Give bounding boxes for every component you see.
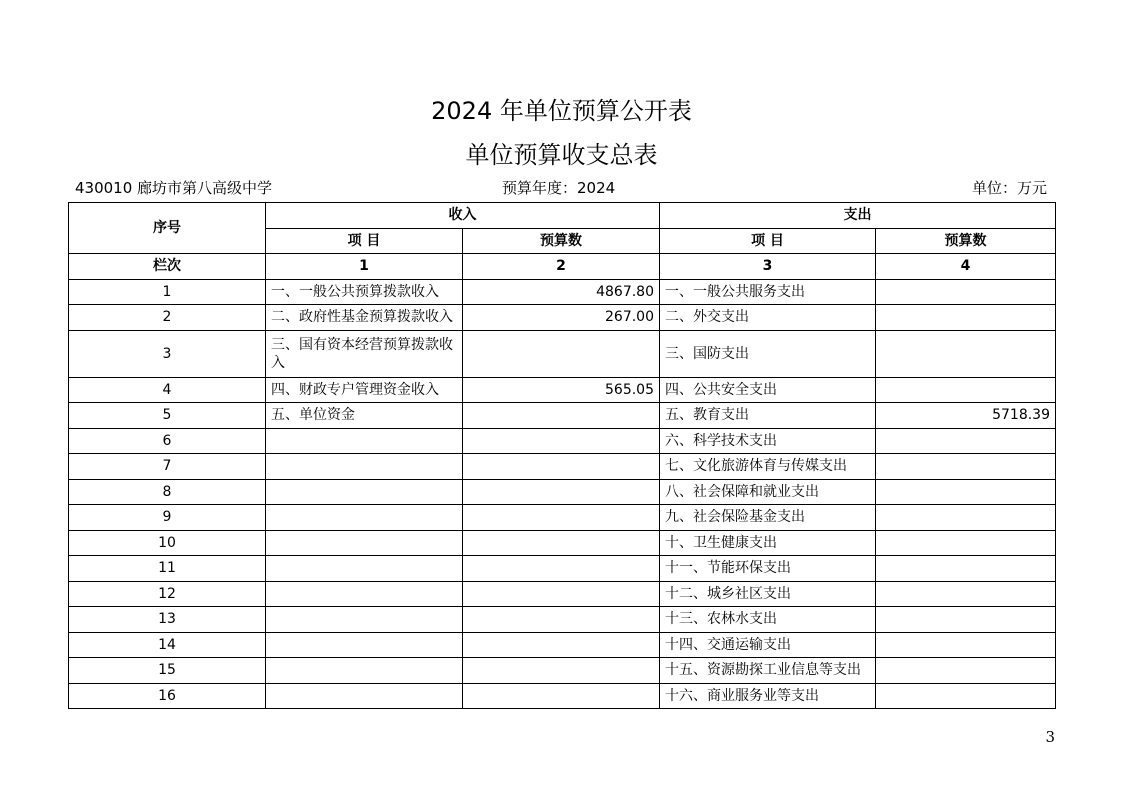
row-seq: 8 [69,479,266,505]
header-income: 收入 [266,203,660,229]
row-income-item [266,556,463,582]
row-expense-item: 三、国防支出 [660,330,876,377]
row-seq: 6 [69,428,266,454]
table-row [69,279,1056,305]
row-income-item [266,505,463,531]
row-seq: 3 [69,330,266,377]
row-seq: 11 [69,556,266,582]
header-income-budget: 预算数 [463,228,660,254]
table-row [69,454,1056,480]
row-income-item [266,428,463,454]
row-expense-item: 九、社会保险基金支出 [660,505,876,531]
table-body [69,279,1056,709]
unit-label: 单位：万元 [971,179,1047,197]
row-income-amount [463,530,660,556]
table-row [69,632,1056,658]
column-index-1: 1 [266,254,463,280]
row-income-amount [463,330,660,377]
row-expense-item: 六、科学技术支出 [660,428,876,454]
row-income-item: 五、单位资金 [266,403,463,429]
row-income-item: 三、国有资本经营预算拨款收入 [266,330,463,377]
header-income-item: 项 目 [266,228,463,254]
row-seq: 16 [69,683,266,709]
table-row [69,607,1056,633]
row-seq: 7 [69,454,266,480]
row-income-amount [463,658,660,684]
row-income-amount [463,607,660,633]
row-income-amount [463,479,660,505]
row-expense-item: 四、公共安全支出 [660,377,876,403]
row-expense-item: 十一、节能环保支出 [660,556,876,582]
row-income-item [266,683,463,709]
row-income-item [266,479,463,505]
row-expense-amount [876,505,1056,531]
table-row [69,479,1056,505]
row-income-amount [463,556,660,582]
row-expense-item: 七、文化旅游体育与传媒支出 [660,454,876,480]
row-seq: 9 [69,505,266,531]
row-income-amount [463,683,660,709]
row-income-amount: 565.05 [463,377,660,403]
table-row [69,658,1056,684]
row-expense-amount [876,454,1056,480]
row-income-amount [463,632,660,658]
row-expense-amount [876,683,1056,709]
row-income-item [266,607,463,633]
row-income-item [266,454,463,480]
column-index-4: 4 [876,254,1056,280]
header-expense: 支出 [660,203,1056,229]
row-seq: 10 [69,530,266,556]
row-expense-amount [876,479,1056,505]
row-income-amount [463,505,660,531]
row-expense-amount [876,658,1056,684]
row-seq: 5 [69,403,266,429]
header-seq: 序号 [69,203,266,254]
row-expense-item: 十四、交通运输支出 [660,632,876,658]
row-income-amount [463,454,660,480]
budget-summary-table [68,202,1056,709]
table-row [69,403,1056,429]
row-seq: 12 [69,581,266,607]
row-seq: 14 [69,632,266,658]
row-income-amount [463,581,660,607]
unit-name: 430010 廊坊市第八高级中学 [75,179,273,197]
row-expense-item: 十、卫生健康支出 [660,530,876,556]
row-expense-amount [876,279,1056,305]
row-expense-item: 十三、农林水支出 [660,607,876,633]
row-expense-amount [876,581,1056,607]
page-title: 2024 年单位预算公开表 [431,97,692,125]
row-income-amount: 267.00 [463,305,660,331]
row-income-item [266,658,463,684]
row-income-amount: 4867.80 [463,279,660,305]
page-number: 3 [1045,728,1055,746]
row-income-item [266,530,463,556]
table-row [69,305,1056,331]
row-expense-item: 五、教育支出 [660,403,876,429]
table-row [69,556,1056,582]
row-expense-amount [876,556,1056,582]
row-income-amount [463,403,660,429]
row-expense-item: 一、一般公共服务支出 [660,279,876,305]
row-expense-item: 十五、资源勘探工业信息等支出 [660,658,876,684]
row-income-item: 一、一般公共预算拨款收入 [266,279,463,305]
row-expense-item: 十二、城乡社区支出 [660,581,876,607]
row-expense-item: 八、社会保障和就业支出 [660,479,876,505]
row-expense-amount [876,428,1056,454]
row-expense-amount [876,377,1056,403]
row-expense-amount: 5718.39 [876,403,1056,429]
row-expense-amount [876,607,1056,633]
table-row [69,330,1056,377]
table-row [69,581,1056,607]
row-expense-item: 十六、商业服务业等支出 [660,683,876,709]
row-income-item [266,581,463,607]
row-expense-amount [876,305,1056,331]
row-income-item [266,632,463,658]
row-income-item: 四、财政专户管理资金收入 [266,377,463,403]
table-row [69,530,1056,556]
row-seq: 4 [69,377,266,403]
row-seq: 1 [69,279,266,305]
budget-year: 预算年度：2024 [502,179,616,197]
table-row [69,505,1056,531]
table-row [69,683,1056,709]
column-index-label: 栏次 [69,254,266,280]
header-expense-budget: 预算数 [876,228,1056,254]
row-expense-item: 二、外交支出 [660,305,876,331]
row-seq: 13 [69,607,266,633]
row-seq: 15 [69,658,266,684]
row-expense-amount [876,632,1056,658]
row-income-item: 二、政府性基金预算拨款收入 [266,305,463,331]
row-expense-amount [876,330,1056,377]
row-expense-amount [876,530,1056,556]
table-row [69,428,1056,454]
row-seq: 2 [69,305,266,331]
table-row [69,377,1056,403]
column-index-3: 3 [660,254,876,280]
row-income-amount [463,428,660,454]
table-subtitle: 单位预算收支总表 [465,141,658,169]
column-index-2: 2 [463,254,660,280]
header-expense-item: 项 目 [660,228,876,254]
